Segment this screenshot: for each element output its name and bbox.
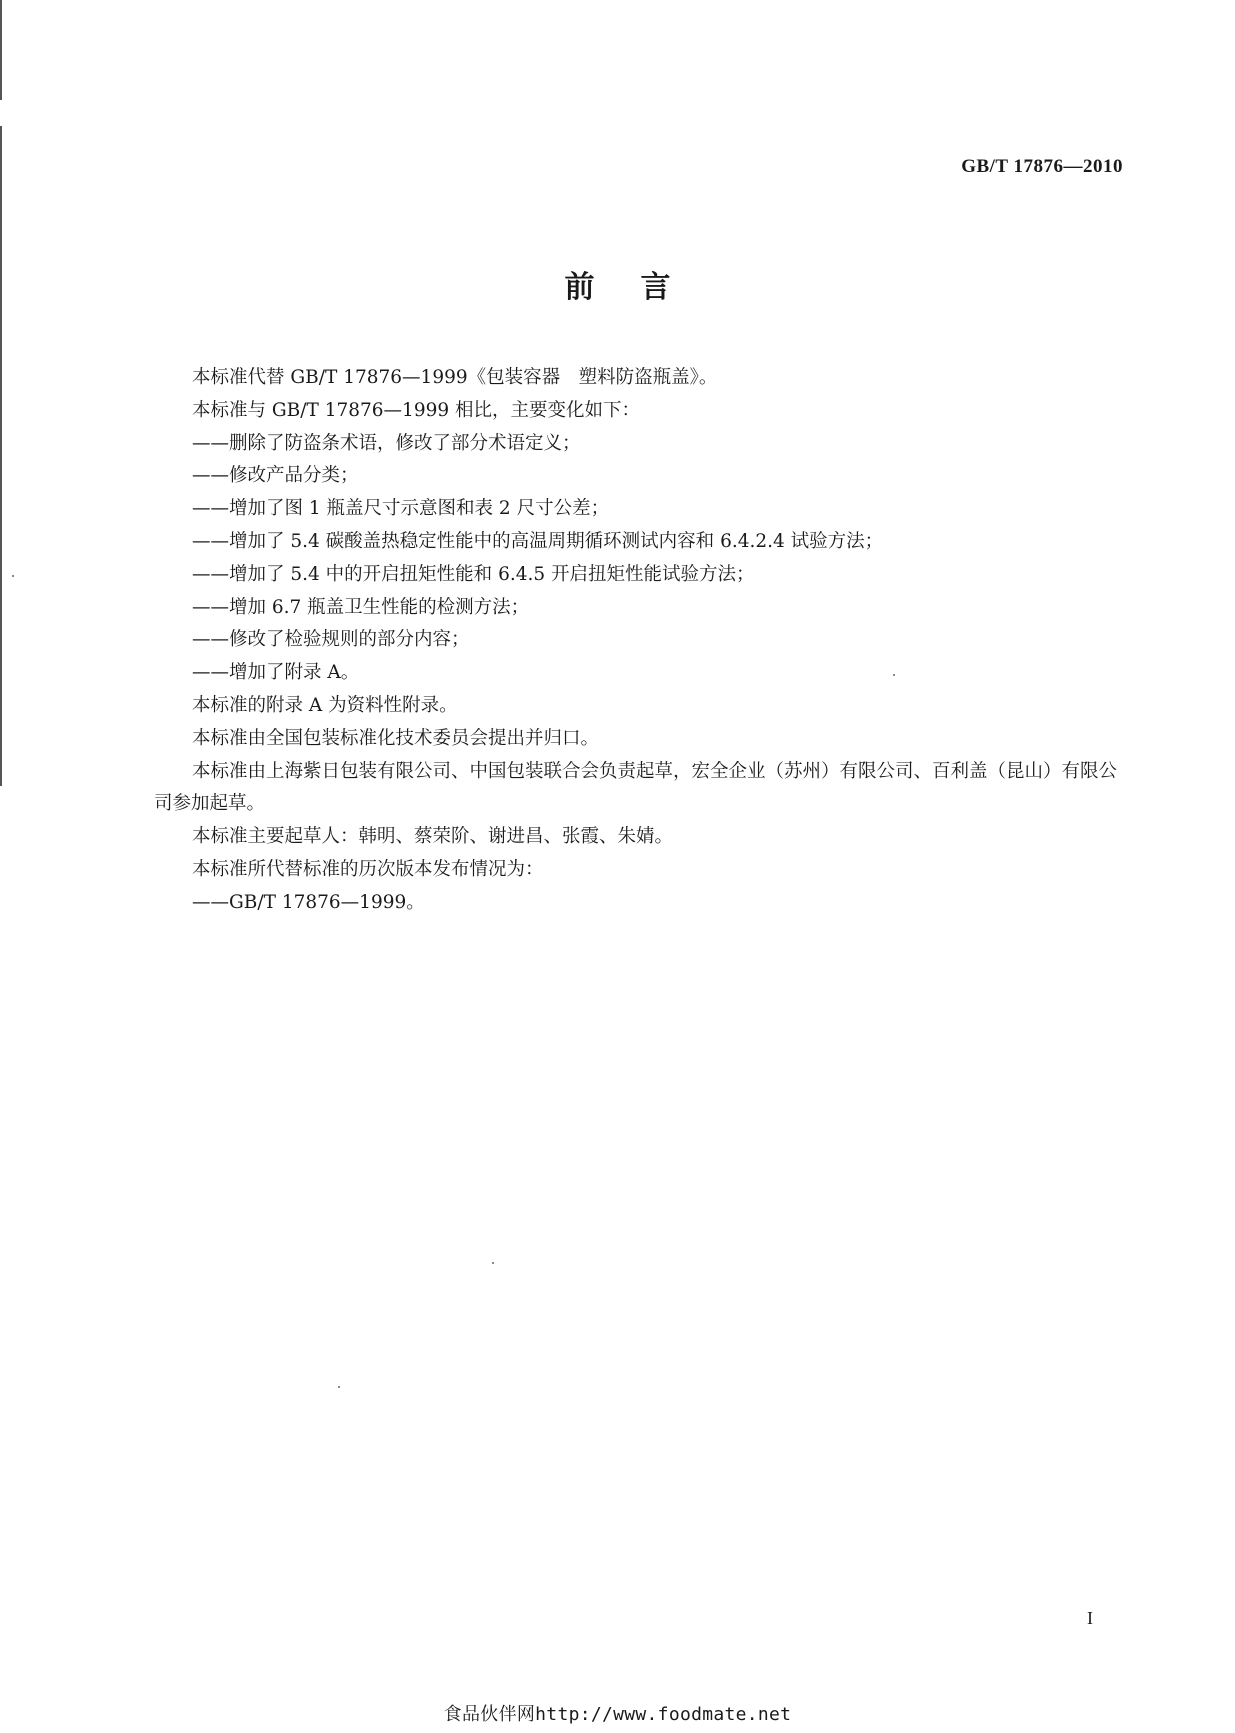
paragraph: 本标准由上海紫日包装有限公司、中国包装联合会负责起草，宏全企业（苏州）有限公司、百利盖（昆山）有限公司参加起草。 <box>154 760 1118 815</box>
change-item: ——删除了防盗条术语，修改了部分术语定义； <box>192 432 581 454</box>
footer-watermark: 食品伙伴网http://www.foodmate.net <box>443 1704 792 1725</box>
scan-edge-line <box>0 0 2 100</box>
change-item: ——增加了 5.4 碳酸盖热稳定性能中的高温周期循环测试内容和 6.4.2.4 试验方法； <box>192 530 884 552</box>
scan-dot <box>338 1386 340 1388</box>
change-item: ——修改产品分类； <box>192 465 359 487</box>
change-item: ——增加了 5.4 中的开启扭矩性能和 6.4.5 开启扭矩性能试验方法； <box>192 563 755 585</box>
paragraph: 本标准所代替标准的历次版本发布情况为： <box>192 858 544 880</box>
change-item: ——增加了图 1 瓶盖尺寸示意图和表 2 尺寸公差； <box>192 498 610 520</box>
paragraph: 本标准代替 GB/T 17876—1999《包装容器 塑料防盗瓶盖》。 <box>192 367 718 388</box>
scan-dot <box>12 575 14 577</box>
page-title: 前言 <box>564 270 717 305</box>
scan-edge-line <box>0 126 2 786</box>
change-item: ——增加 6.7 瓶盖卫生性能的检测方法； <box>192 596 530 618</box>
paragraph: 本标准与 GB/T 17876—1999 相比，主要变化如下： <box>192 399 641 421</box>
change-item: ——修改了检验规则的部分内容； <box>192 629 470 651</box>
page-number: I <box>1087 1608 1093 1628</box>
paragraph: 本标准由全国包装标准化技术委员会提出并归口。 <box>192 727 600 749</box>
paragraph: 本标准的附录 A 为资料性附录。 <box>192 694 458 716</box>
paragraph: 本标准主要起草人：韩明、蔡荣阶、谢进昌、张霞、朱婧。 <box>192 826 674 848</box>
version-item: ——GB/T 17876—1999。 <box>192 891 425 913</box>
change-item: ——增加了附录 A。 <box>192 662 360 684</box>
scan-dot <box>492 1262 494 1264</box>
standard-code: GB/T 17876—2010 <box>961 156 1123 177</box>
foreword-body <box>154 362 1134 920</box>
